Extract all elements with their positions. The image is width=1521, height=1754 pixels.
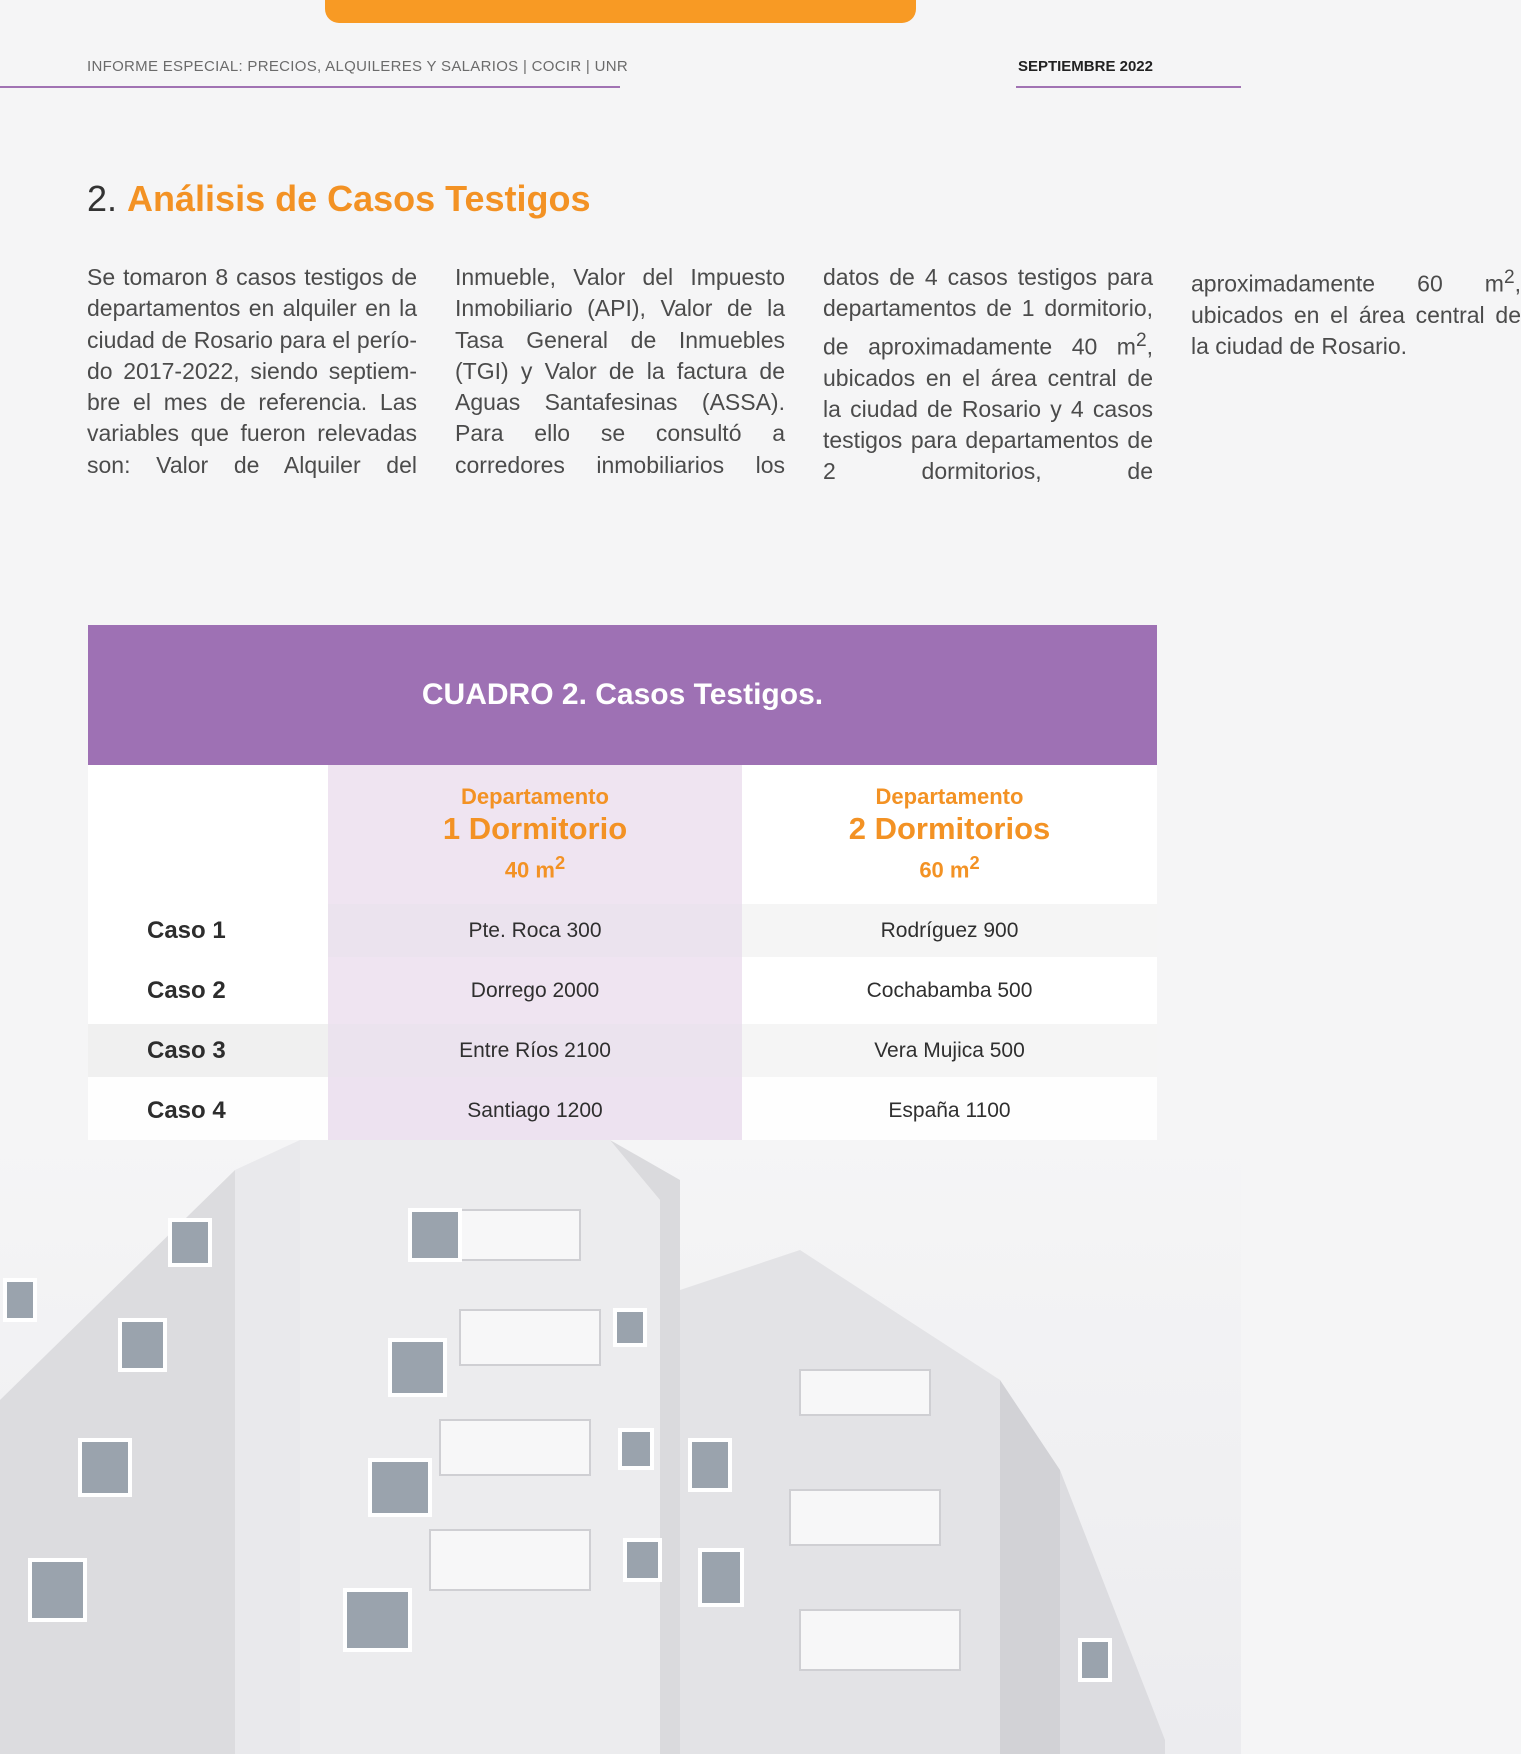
table-grid [88,765,1157,1144]
column-header-1-bed [328,765,742,904]
column-header-label: Departamento [461,783,609,809]
row-label-case-4: Caso 4 [88,1077,328,1144]
header-divider-left [0,86,620,88]
report-header-date: SEPTIEMBRE 2022 [1017,58,1153,75]
column-header-area: 40 $m^2$ [504,851,566,883]
intro-sup2: 2 [1503,267,1515,288]
cell-case-1-one-bed: Pte. Roca 300 [328,904,742,957]
column-header-area: 60 $m^2$ [919,851,980,883]
column-header-type: 1 Dormitorio [442,810,628,846]
row-label-case-1: Caso 1 [88,904,328,957]
column-header-label: Departamento [875,783,1024,809]
cell-case-1-two-bed: Rodríguez 900 [742,904,1157,957]
cell-case-4-one-bed: Santiago 1200 [328,1077,742,1144]
building-photo [0,1140,1241,1754]
intro-text-part2: , ubicados en el área central de la ciudad de Rosario y 4 casos testigos para departamentos de 2 dormitorios, de aproximadamente 60 m [823,270,1504,485]
cases-table [88,625,1157,1144]
cell-case-3-two-bed: Vera Mujica 500 [742,1024,1157,1077]
header-divider-right [1016,86,1241,88]
cell-case-4-two-bed: España 1100 [742,1077,1157,1144]
cell-case-3-one-bed: Entre Ríos 2100 [328,1024,742,1077]
column-header-2-bed [742,765,1157,904]
top-orange-tab [325,0,916,23]
row-label-case-2: Caso 2 [88,957,328,1024]
report-header-title: INFORME ESPECIAL: PRECIOS, ALQUILERES Y SALARIOS | COCIR | UNR [87,58,628,75]
table-title: CUADRO 2. Casos Testigos. [88,625,1157,765]
cell-case-2-one-bed: Dorrego 2000 [328,957,742,1024]
section-number: 2. [87,178,118,219]
intro-paragraph [87,262,1521,512]
intro-sup1: 2 [1135,329,1147,351]
column-header-type: 2 Dormitorios [848,810,1051,846]
table-corner-cell [88,765,328,904]
section-title: Análisis de Casos Testigos [127,178,591,219]
cell-case-2-two-bed: Cochabamba 500 [742,957,1157,1024]
intro-text-part1: Se tomaron 8 casos testigos de departamentos en alquiler en la ciudad de Rosario para el período 2017-2022, siendo septiembre el mes de referencia. Las variables que fueron relevadas son: Valor de Alquiler del Inmueble, Valor del Impuesto Inmobiliario (API), Valor de la Tasa General de Inmuebles (TGI) y Valor de la factura de Aguas Santafesinas (ASSA). Para ello se consultó a corredores inmobiliarios los datos de 4 casos testigos para departamentos de 1 dormitorio, de aproximadamente 40 m [87,264,1153,478]
row-label-case-3: Caso 3 [88,1024,328,1077]
intro-text-part3: , ubicados en el área central de la ciudad de Rosario. [1191,270,1521,360]
section-heading [87,178,591,220]
